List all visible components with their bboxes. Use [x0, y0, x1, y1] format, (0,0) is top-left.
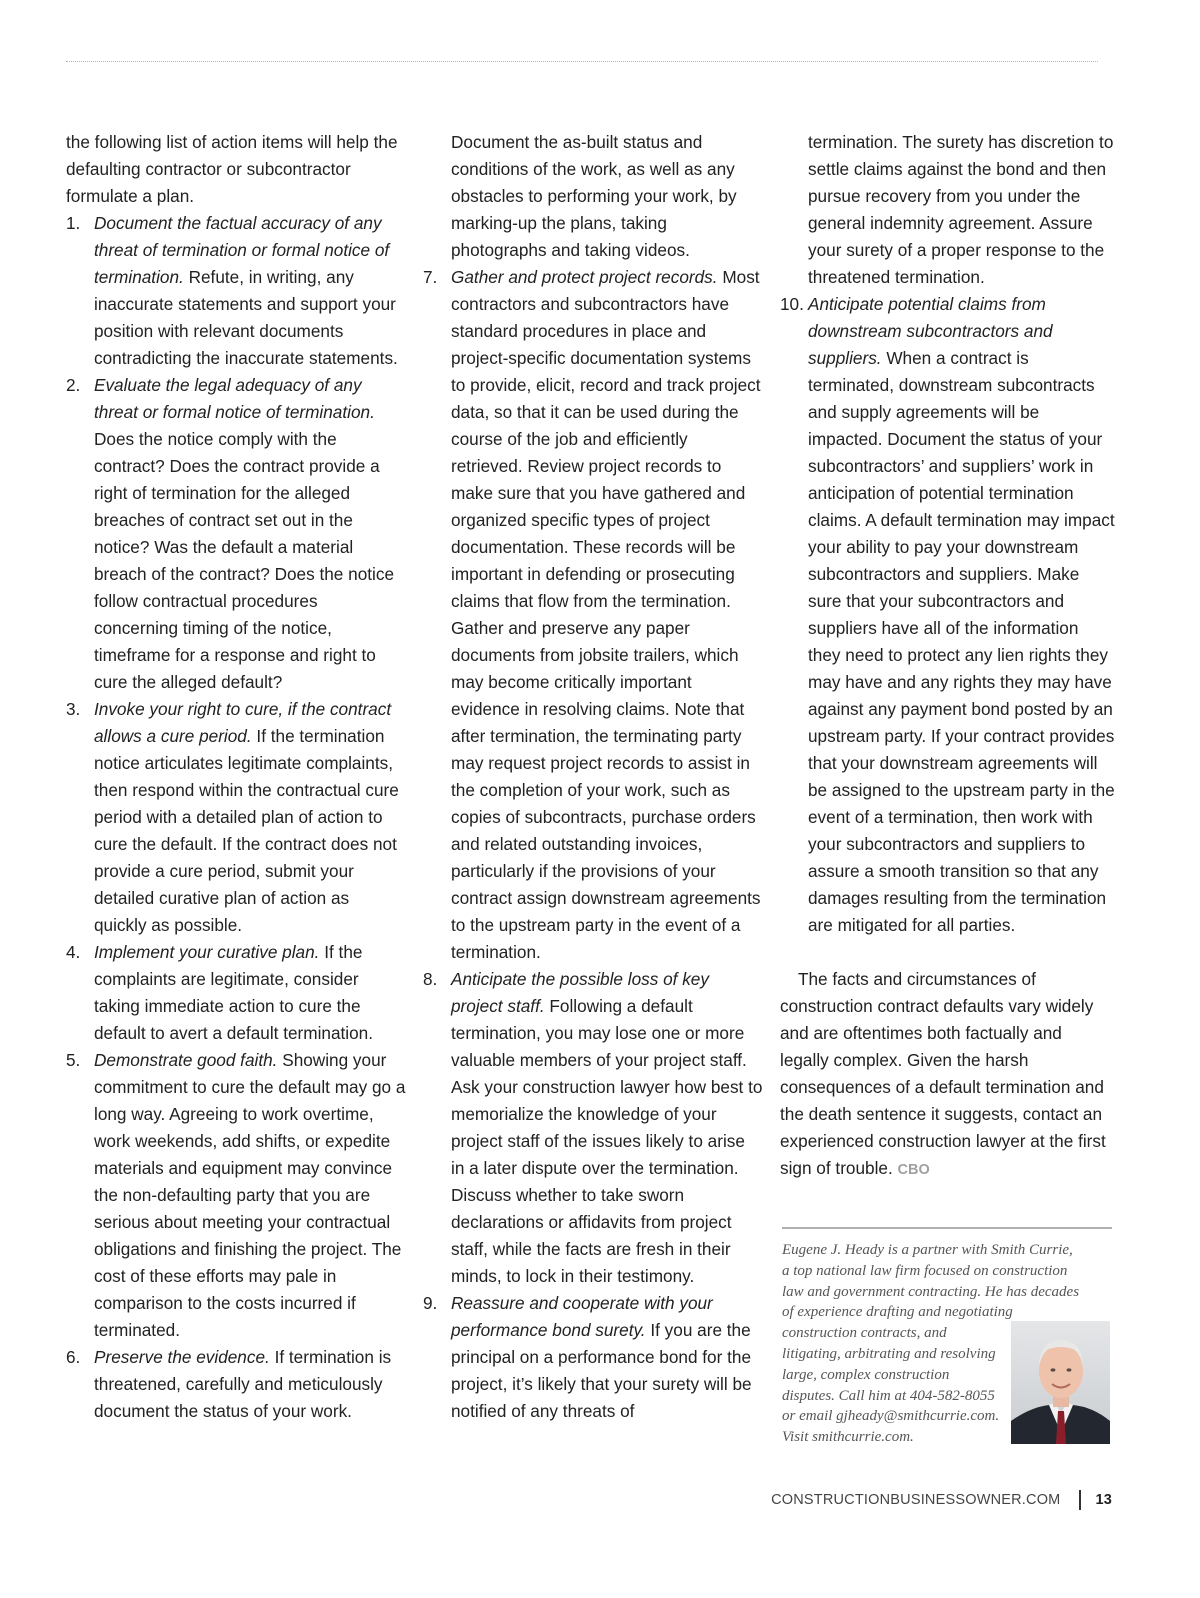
bio-line: large, complex construction [782, 1366, 950, 1383]
item-number: 2. [66, 375, 81, 395]
item-title: Evaluate the legal adequacy of any threat or formal notice of termination. [94, 375, 375, 422]
closing-paragraph [780, 966, 1115, 1184]
item-number: 9. [423, 1293, 438, 1313]
item-number: 7. [423, 267, 438, 287]
continued-paragraph: termination. The surety has discretion to settle claims against the bond and then pursue recovery from you under the general indemnity agreement. Assure your surety of a proper response to the threatened termination. [808, 132, 1114, 287]
item-body: Does the notice comply with the contract? Does the contract provide a right of termination for the alleged breaches of contract set out in the notice? Was the default a material breach of the contract? Does the notice follow contractual procedures concerning timing of the notice, timeframe for a response and right to cure the alleged default? [94, 429, 395, 692]
item-body: If the complaints are legitimate, consider taking immediate action to cure the default to avert a default termination. [94, 942, 373, 1043]
list-item [66, 696, 406, 939]
page-footer [771, 1490, 1112, 1510]
end-mark: CBO [897, 1162, 930, 1178]
bio-line: disputes. Call him at 404-582-8055 [782, 1387, 995, 1404]
item-title: Anticipate the possible loss of key project staff. [451, 969, 709, 1016]
article-column-3 [780, 129, 1115, 1184]
item-body: If you are the principal on a performance bond for the project, it’s likely that your surety will be notified of any threats of [451, 1320, 752, 1421]
item-title: Reassure and cooperate with your performance bond surety. [451, 1293, 713, 1340]
item-title: Gather and protect project records. [451, 267, 718, 287]
footer-site-url: CONSTRUCTIONBUSINESSOWNER.COM [771, 1492, 1061, 1508]
list-item [780, 291, 1115, 939]
page-number: 13 [1095, 1492, 1112, 1508]
list-item [423, 1290, 763, 1425]
list-item [66, 1047, 406, 1344]
list-item [66, 1344, 406, 1425]
footer-divider [1079, 1490, 1081, 1510]
item-body: Following a default termination, you may lose one or more valuable members of your project staff. Ask your construction lawyer how best to memorialize the knowledge of your project staff of the issues likely to arise in a later dispute over the termination. Discuss whether to take sworn declarations or affidavits from project staff, while the facts are fresh in their minds, to lock in their testimony. [451, 996, 763, 1286]
action-list-2 [423, 264, 763, 1425]
article-column-1 [66, 129, 406, 1425]
bio-divider [782, 1227, 1112, 1229]
action-list-3 [780, 291, 1115, 939]
item-body: If the termination notice articulates legitimate complaints, then respond within the contractual cure period with a detailed plan of action to cure the default. If the contract does not provide a cure period, submit your detailed curative plan of action as quickly as possible. [94, 726, 399, 935]
item-number: 4. [66, 942, 81, 962]
author-portrait-icon [1011, 1321, 1110, 1444]
item-body: Most contractors and subcontractors have standard procedures in place and project-specific documentation systems to provide, elicit, record and track project data, so that it can be used during the course of the job and efficiently retrieved. Review project records to make sure that you have gathered and organized specific types of project documentation. These records will be important in defending or prosecuting claims that flow from the termination. Gather and preserve any paper documents from jobsite trailers, which may become critically important evidence in resolving claims. Note that after termination, the terminating party may request project records to assist in the completion of your work, such as copies of subcontracts, purchase orders and related outstanding invoices, particularly if the provisions of your contract assign downstream agreements to the upstream party in the event of a termination. [451, 267, 761, 962]
item-body: Showing your commitment to cure the default may go a long way. Agreeing to work overtime, work weekends, add shifts, or expedite materials and equipment may convince the non-defaulting party that you are serious about meeting your contractual obligations and finishing the project. The cost of these efforts may pale in comparison to the costs incurred if terminated. [94, 1050, 406, 1340]
bio-line: or email gjheady@smithcurrie.com. [782, 1408, 1000, 1425]
item-number: 5. [66, 1050, 81, 1070]
item-title: Document the factual accuracy of any threat of termination or formal notice of termination. [94, 213, 390, 287]
list-item [423, 264, 763, 966]
item-number: 6. [66, 1347, 81, 1367]
item-body: If termination is threatened, carefully and meticulously document the status of your work. [94, 1347, 392, 1421]
list-item [66, 939, 406, 1047]
item-title: Invoke your right to cure, if the contract allows a cure period. [94, 699, 392, 746]
item-body: Refute, in writing, any inaccurate statements and support your position with relevant documents contradicting the inaccurate statements. [94, 267, 398, 368]
continued-paragraph: Document the as-built status and conditions of the work, as well as any obstacles to performing your work, by marking-up the plans, taking photographs and taking videos. [451, 132, 737, 260]
top-dotted-rule [66, 61, 1098, 62]
list-item [66, 210, 406, 372]
item-number: 1. [66, 213, 81, 233]
bio-line: construction contracts, and [782, 1325, 947, 1342]
item-number: 10. [780, 294, 804, 314]
item-title: Preserve the evidence. [94, 1347, 270, 1367]
intro-paragraph: the following list of action items will help the defaulting contractor or subcontractor formulate a plan. [66, 132, 398, 206]
list-item [66, 372, 406, 696]
item-number: 8. [423, 969, 438, 989]
bio-line: of experience drafting and negotiating [782, 1304, 1013, 1321]
item-number: 3. [66, 699, 81, 719]
article-column-2 [423, 129, 763, 1425]
closing-text: The facts and circumstances of construction contract defaults vary widely and are oftentimes both factually and legally complex. Given the harsh consequences of a default termination and the death sentence it suggests, contact an experienced construction lawyer at the first sign of trouble. [780, 969, 1106, 1178]
bio-line: law and government contracting. He has decades [782, 1283, 1080, 1300]
item-title: Demonstrate good faith. [94, 1050, 278, 1070]
bio-line: Eugene J. Heady is a partner with Smith Currie, [782, 1242, 1073, 1258]
list-item [423, 966, 763, 1290]
bio-line: litigating, arbitrating and resolving [782, 1345, 996, 1362]
item-title: Implement your curative plan. [94, 942, 320, 962]
author-photo [1011, 1321, 1110, 1444]
bio-line: Visit smithcurrie.com. [782, 1429, 914, 1446]
action-list-1 [66, 210, 406, 1425]
item-title: Anticipate potential claims from downstream subcontractors and suppliers. [808, 294, 1053, 368]
item-body: When a contract is terminated, downstream subcontracts and supply agreements will be impacted. Document the status of your subcontractors’ and suppliers’ work in anticipation of potential termination claims. A default termination may impact your ability to pay your downstream subcontractors and suppliers. Make sure that your subcontractors and suppliers have all of the information they need to protect any lien rights they may have and any rights they may have against any payment bond posted by an upstream party. If your contract provides that your downstream agreements will be assigned to the upstream party in the event of a termination, then work with your subcontractors and suppliers to assure a smooth transition so that any damages resulting from the termination are mitigated for all parties. [808, 348, 1115, 935]
bio-line: a top national law firm focused on construction [782, 1262, 1068, 1279]
